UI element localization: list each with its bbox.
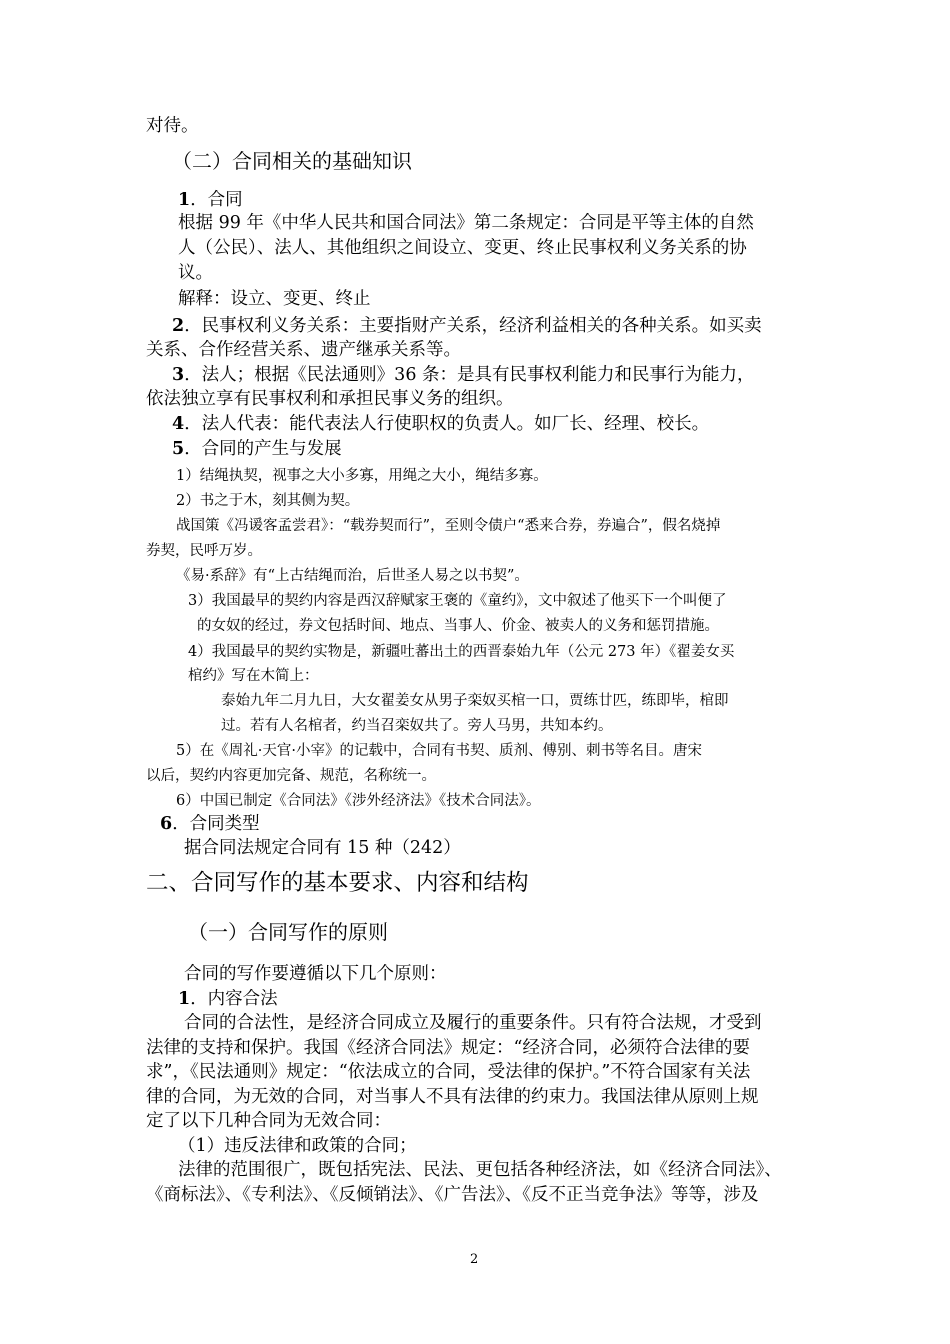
paragraph-line: （1）违反法律和政策的合同； [178, 1136, 417, 1156]
paragraph-line: 依法独立享有民事权利和承担民事义务的组织。 [146, 389, 514, 409]
list-item: 2）书之于木，刻其侧为契。 [176, 493, 360, 509]
paragraph-line: 券契，民呼万岁。 [146, 543, 262, 559]
subheading: 1．合同 [178, 190, 243, 210]
paragraph-line: 《易·系辞》有“上古结绳而治，后世圣人易之以书契”。 [176, 568, 529, 584]
paragraph-line: 2．民事权利义务关系：主要指财产关系，经济利益相关的各种关系。如买卖 [172, 316, 762, 336]
paragraph-line: 以后，契约内容更加完备、规范，名称统一。 [146, 768, 436, 784]
paragraph-line: 4．法人代表：能代表法人行使职权的负责人。如厂长、经理、校长。 [172, 414, 710, 434]
list-item: 1）结绳执契，视事之大小多寡，用绳之大小，绳结多寡。 [176, 468, 548, 484]
paragraph-line: 解释：设立、变更、终止 [178, 289, 371, 309]
paragraph-line: 定了以下几种合同为无效合同： [146, 1111, 391, 1131]
paragraph-line: 3．法人；根据《民法通则》36 条：是具有民事权利能力和民事行为能力， [172, 365, 755, 385]
paragraph-line: 议。 [178, 263, 213, 283]
paragraph-line: 合同的合法性，是经济合同成立及履行的重要条件。只有符合法规，才受到 [184, 1013, 762, 1033]
paragraph-line: 《商标法》、《专利法》、《反倾销法》、《广告法》、《反不正当竞争法》等等，涉及 [146, 1185, 759, 1205]
list-item: 棺约》写在木简上： [188, 668, 319, 684]
paragraph-line: 求”，《民法通则》规定：“依法成立的合同，受法律的保护。”不符合国家有关法 [146, 1062, 751, 1082]
paragraph-line: 人（公民）、法人、其他组织之间设立、变更、终止民事权利义务关系的协 [178, 238, 747, 258]
paragraph-line: 合同的写作要遵循以下几个原则： [184, 964, 447, 984]
list-item: 6）中国已制定《合同法》《涉外经济法》《技术合同法》。 [176, 793, 541, 809]
list-item: 的女奴的经过，券文包括时间、地点、当事人、价金、被卖人的义务和惩罚措施。 [197, 618, 719, 634]
quote-line: 泰始九年二月九日，大女翟姜女从男子栾奴买棺一口，贾练廿匹，练即毕，棺即 [221, 693, 729, 709]
section-heading: （一）合同写作的原则 [188, 920, 388, 944]
paragraph-line: 法律的支持和保护。我国《经济合同法》规定：“经济合同，必须符合法律的要 [146, 1038, 750, 1058]
paragraph-line: 战国策《冯谖客孟尝君》：“载券契而行”，至则令债户“悉来合券，券遍合”，假名烧掉 [176, 518, 721, 534]
list-item: 5）在《周礼·天官·小宰》的记载中，合同有书契、质剂、傅别、刺书等名目。唐宋 [176, 743, 702, 759]
subheading: 5．合同的产生与发展 [172, 439, 342, 459]
subheading: 6．合同类型 [160, 814, 260, 834]
paragraph-line: 根据 99 年《中华人民共和国合同法》第二条规定：合同是平等主体的自然 [178, 213, 754, 233]
list-item: 4）我国最早的契约实物是，新疆吐蕃出土的西晋泰始九年（公元 273 年）《翟姜女买 [188, 644, 735, 660]
chapter-heading: 二、合同写作的基本要求、内容和结构 [146, 870, 529, 896]
paragraph-line: 律的合同，为无效的合同，对当事人不具有法律的约束力。我国法律从原则上规 [146, 1087, 759, 1107]
paragraph-line: 法律的范围很广，既包括宪法、民法、更包括各种经济法，如《经济合同法》、 [178, 1160, 782, 1180]
list-item: 3）我国最早的契约内容是西汉辞赋家王褒的《童约》，文中叙述了他买下一个叫便了 [188, 593, 727, 609]
quote-line: 过。若有人名棺者，约当召栾奴共了。旁人马男，共知本约。 [221, 718, 613, 734]
subheading: 1．内容合法 [178, 989, 278, 1009]
paragraph-line: 对待。 [146, 116, 199, 136]
paragraph-line: 据合同法规定合同有 15 种（242） [184, 838, 461, 858]
page-number: 2 [470, 1252, 479, 1267]
section-heading: （二）合同相关的基础知识 [172, 149, 412, 173]
paragraph-line: 关系、合作经营关系、遗产继承关系等。 [146, 340, 461, 360]
